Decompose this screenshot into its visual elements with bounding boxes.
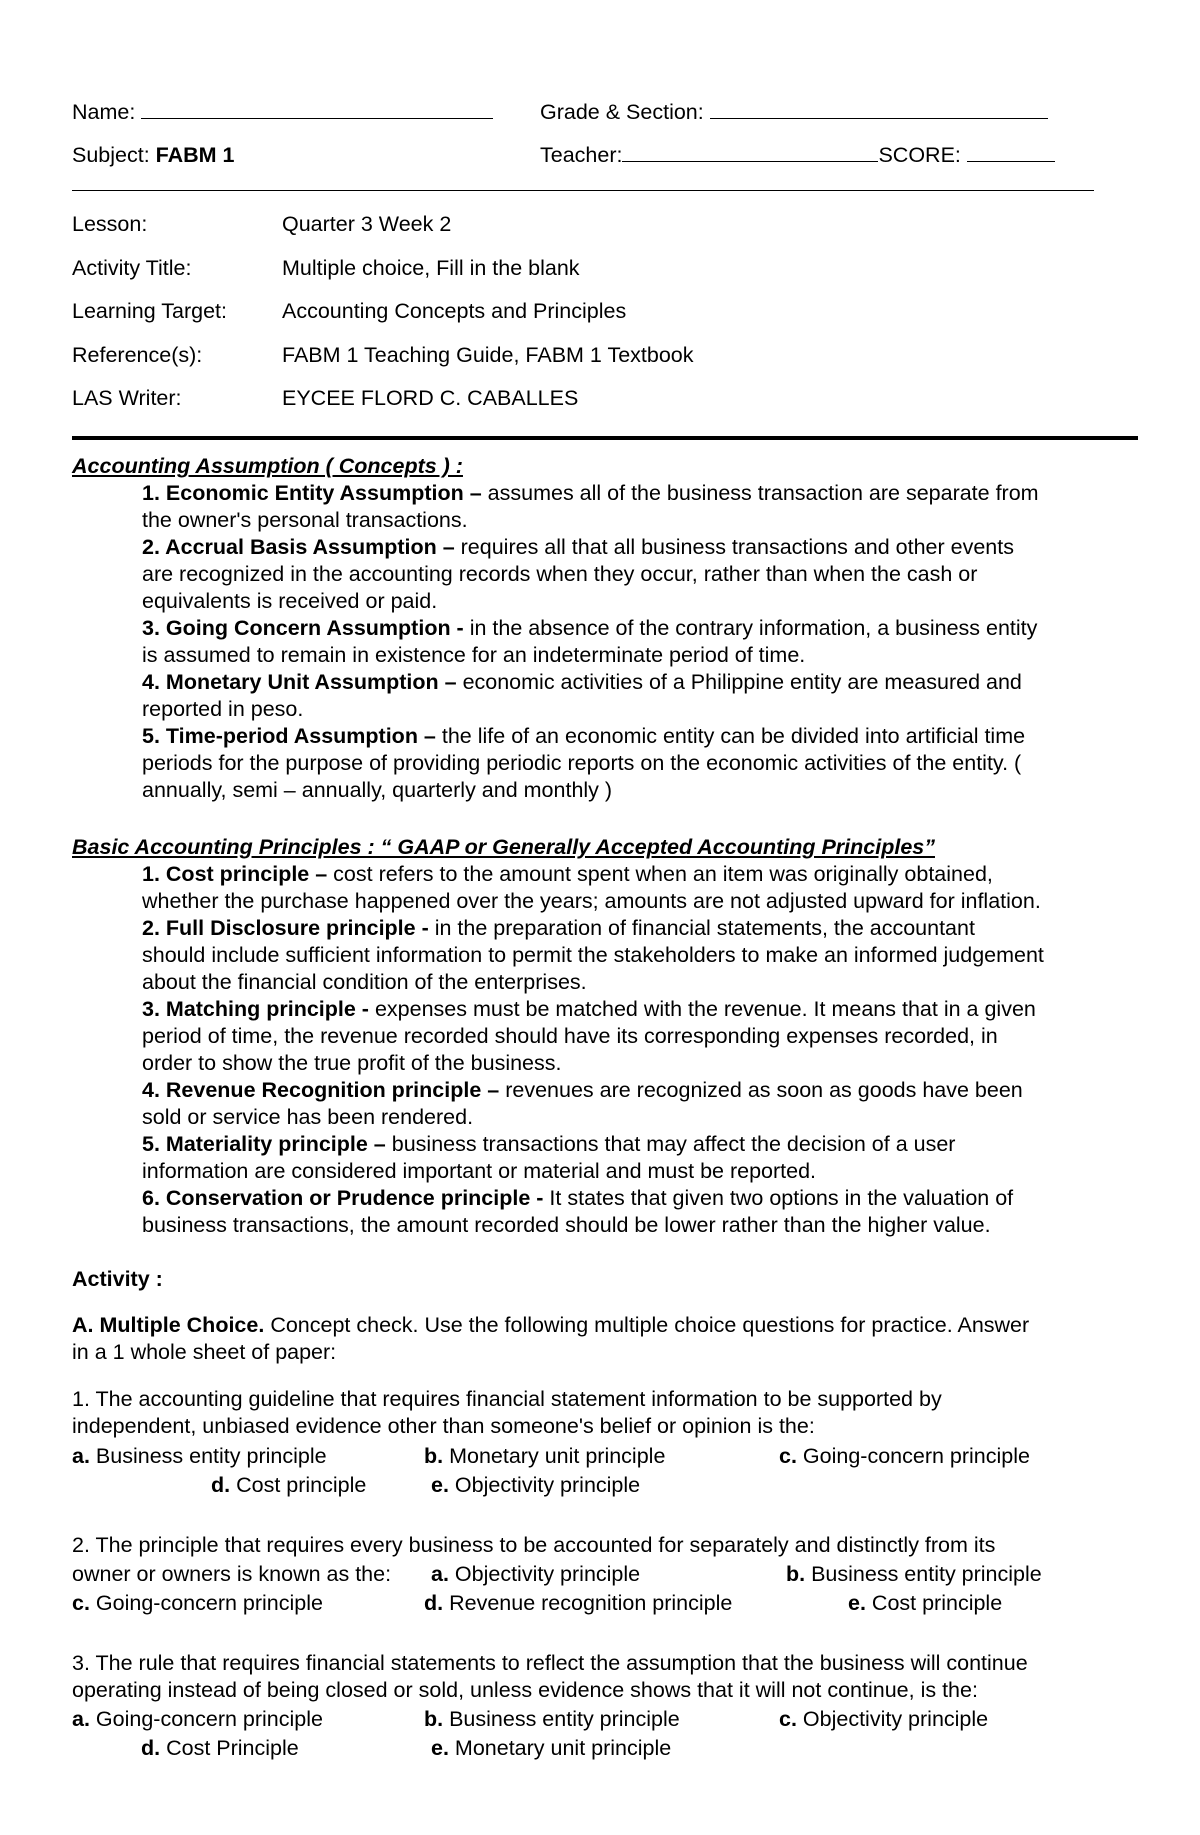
header-divider xyxy=(72,190,1094,191)
list-item-continued: reported in peso. xyxy=(142,697,304,721)
q2-option-b[interactable]: b. Business entity principle xyxy=(786,1562,1042,1586)
question-1-continued: independent, unbiased evidence other than someone's belief or opinion is the: xyxy=(72,1414,815,1438)
list-item-continued: period of time, the revenue recorded should have its corresponding expenses recorded, in xyxy=(142,1024,998,1048)
part-a-instructions-continued: in a 1 whole sheet of paper: xyxy=(72,1340,337,1364)
writer-value: EYCEE FLORD C. CABALLES xyxy=(282,386,579,410)
list-item: 5. Time-period Assumption – the life of an economic entity can be divided into artificial time xyxy=(142,724,1026,748)
list-item-continued: is assumed to remain in existence for an indeterminate period of time. xyxy=(142,643,806,667)
q1-option-a[interactable]: a. Business entity principle xyxy=(72,1444,327,1468)
list-item-continued: the owner's personal transactions. xyxy=(142,508,468,532)
lesson-value: Quarter 3 Week 2 xyxy=(282,212,452,236)
grade-section-blank[interactable] xyxy=(710,100,1048,119)
score-blank[interactable] xyxy=(967,143,1055,162)
list-item-continued: should include sufficient information to permit the stakeholders to make an informed judgement xyxy=(142,943,1044,967)
list-item-continued: are recognized in the accounting records when they occur, rather than when the cash or xyxy=(142,562,978,586)
list-item: 3. Going Concern Assumption - in the absence of the contrary information, a business entity xyxy=(142,616,1038,640)
list-item-continued: business transactions, the amount recorded should be lower rather than the higher value. xyxy=(142,1213,991,1237)
name-blank[interactable] xyxy=(141,100,493,119)
list-item-continued: about the financial condition of the enterprises. xyxy=(142,970,587,994)
subject-label: Subject: xyxy=(72,143,150,167)
learning-target-label: Learning Target: xyxy=(72,299,227,323)
references-value: FABM 1 Teaching Guide, FABM 1 Textbook xyxy=(282,343,694,367)
list-item: 1. Economic Entity Assumption – assumes all of the business transaction are separate from xyxy=(142,481,1039,505)
principles-title: Basic Accounting Principles : “ GAAP or Generally Accepted Accounting Principles” xyxy=(72,835,935,859)
part-a-instructions: A. Multiple Choice. Concept check. Use the following multiple choice questions for practice. Answer xyxy=(72,1313,1030,1337)
list-item-continued: equivalents is received or paid. xyxy=(142,589,438,613)
activity-title: Activity : xyxy=(72,1267,163,1291)
question-3: 3. The rule that requires financial statements to reflect the assumption that the business will continue xyxy=(72,1651,1028,1675)
list-item-continued: annually, semi – annually, quarterly and monthly ) xyxy=(142,778,613,802)
score-label: SCORE: xyxy=(878,143,961,167)
q2-option-a[interactable]: a. Objectivity principle xyxy=(431,1562,641,1586)
list-item: 3. Matching principle - expenses must be matched with the revenue. It means that in a given xyxy=(142,997,1036,1021)
question-1: 1. The accounting guideline that requires financial statement information to be supported by xyxy=(72,1387,942,1411)
activity-title-value: Multiple choice, Fill in the blank xyxy=(282,256,580,280)
list-item: 1. Cost principle – cost refers to the amount spent when an item was originally obtained, xyxy=(142,862,993,886)
subject-value: FABM 1 xyxy=(155,143,235,167)
list-item: 4. Monetary Unit Assumption – economic activities of a Philippine entity are measured and xyxy=(142,670,1022,694)
assumptions-title: Accounting Assumption ( Concepts ) : xyxy=(72,454,463,478)
teacher-score-field xyxy=(540,143,1055,168)
q2-option-e[interactable]: e. Cost principle xyxy=(848,1591,1003,1615)
q3-option-d[interactable]: d. Cost Principle xyxy=(141,1736,299,1760)
subject-field xyxy=(72,143,235,168)
question-2-continued: owner or owners is known as the: xyxy=(72,1562,392,1586)
q3-option-c[interactable]: c. Objectivity principle xyxy=(779,1707,989,1731)
q2-option-d[interactable]: d. Revenue recognition principle xyxy=(424,1591,733,1615)
grade-section-field xyxy=(540,100,1048,125)
activity-title-label: Activity Title: xyxy=(72,256,192,280)
q1-option-e[interactable]: e. Objectivity principle xyxy=(431,1473,641,1497)
q3-option-a[interactable]: a. Going-concern principle xyxy=(72,1707,323,1731)
list-item-continued: whether the purchase happened over the years; amounts are not adjusted upward for inflation. xyxy=(142,889,1041,913)
q1-option-c[interactable]: c. Going-concern principle xyxy=(779,1444,1030,1468)
teacher-blank[interactable] xyxy=(622,143,878,162)
list-item-continued: periods for the purpose of providing periodic reports on the economic activities of the entity. ( xyxy=(142,751,1022,775)
list-item: 4. Revenue Recognition principle – revenues are recognized as soon as goods have been xyxy=(142,1078,1023,1102)
learning-target-value: Accounting Concepts and Principles xyxy=(282,299,627,323)
list-item-continued: information are considered important or material and must be reported. xyxy=(142,1159,817,1183)
question-3-continued: operating instead of being closed or sold, unless evidence shows that it will not continue, is the: xyxy=(72,1678,978,1702)
list-item-continued: sold or service has been rendered. xyxy=(142,1105,474,1129)
teacher-label: Teacher: xyxy=(540,143,623,167)
list-item: 5. Materiality principle – business transactions that may affect the decision of a user xyxy=(142,1132,956,1156)
lesson-label: Lesson: xyxy=(72,212,148,236)
q1-option-b[interactable]: b. Monetary unit principle xyxy=(424,1444,666,1468)
q3-option-b[interactable]: b. Business entity principle xyxy=(424,1707,680,1731)
list-item: 2. Full Disclosure principle - in the preparation of financial statements, the accountant xyxy=(142,916,975,940)
writer-label: LAS Writer: xyxy=(72,386,182,410)
question-2: 2. The principle that requires every business to be accounted for separately and distinctly from its xyxy=(72,1533,996,1557)
list-item: 6. Conservation or Prudence principle - It states that given two options in the valuation of xyxy=(142,1186,1014,1210)
q1-option-d[interactable]: d. Cost principle xyxy=(211,1473,367,1497)
q3-option-e[interactable]: e. Monetary unit principle xyxy=(431,1736,672,1760)
q2-option-c[interactable]: c. Going-concern principle xyxy=(72,1591,323,1615)
references-label: Reference(s): xyxy=(72,343,203,367)
info-divider xyxy=(72,436,1138,440)
name-field xyxy=(72,100,493,125)
list-item-continued: order to show the true profit of the business. xyxy=(142,1051,562,1075)
grade-section-label: Grade & Section: xyxy=(540,100,704,124)
list-item: 2. Accrual Basis Assumption – requires all that all business transactions and other events xyxy=(142,535,1014,559)
name-label: Name: xyxy=(72,100,136,124)
